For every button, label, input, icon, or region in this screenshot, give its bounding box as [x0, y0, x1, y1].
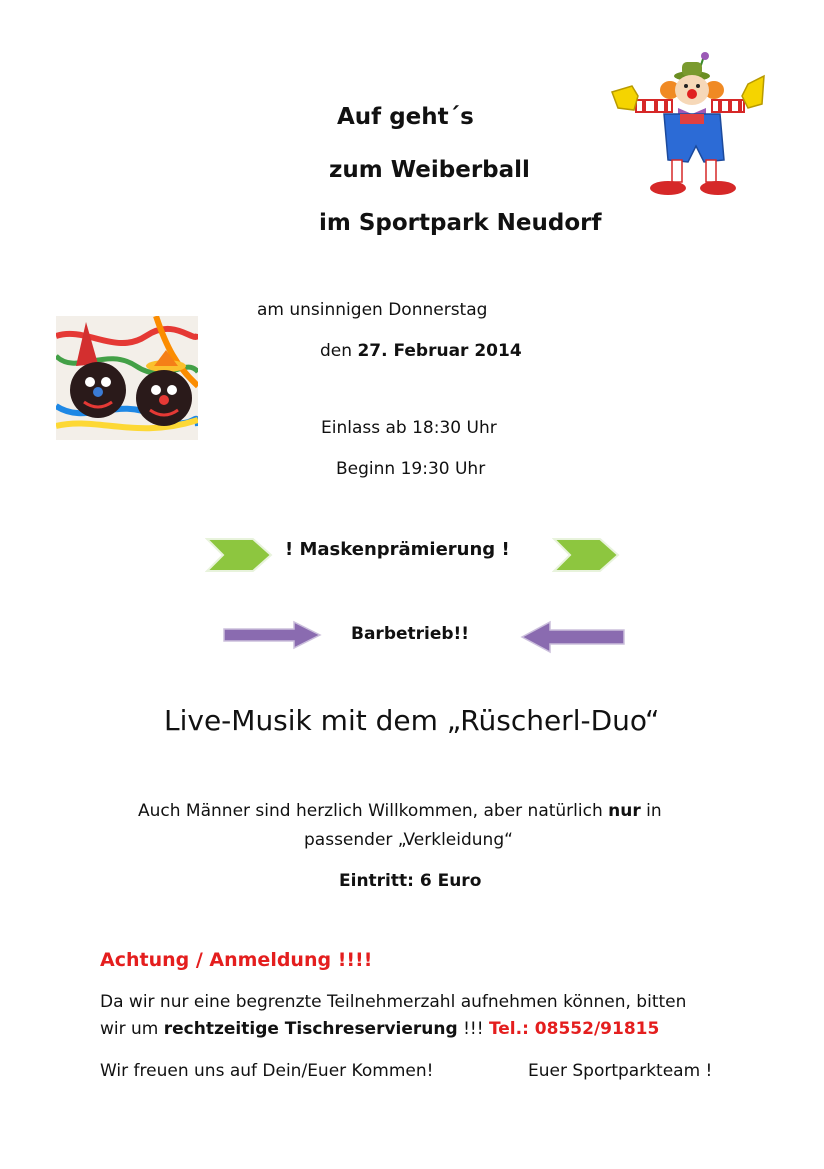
- start-time: Beginn 19:30 Uhr: [336, 459, 486, 479]
- men-welcome-line-1: [138, 801, 662, 821]
- title-line-2: zum Weiberball: [329, 157, 530, 183]
- live-music-heading: Live-Musik mit dem „Rüscherl-Duo“: [164, 704, 660, 737]
- notice-heading-marks: !!!!: [337, 949, 373, 971]
- entry-fee: Eintritt: 6 Euro: [339, 871, 482, 891]
- arrow-left-icon: [520, 620, 626, 654]
- event-date: [320, 341, 522, 361]
- entry-time: Einlass ab 18:30 Uhr: [321, 418, 497, 438]
- mask-award: ! Maskenprämierung !: [285, 539, 510, 560]
- notice-heading-text: Achtung / Anmeldung: [100, 949, 338, 971]
- notice-line-2: [100, 1019, 659, 1039]
- arrow-right-icon: [222, 620, 322, 650]
- notice-text-a: wir um: [100, 1019, 164, 1039]
- men-text-a: Auch Männer sind herzlich Willkommen, aber natürlich: [138, 801, 609, 821]
- notice-heading: [100, 949, 372, 971]
- men-text-b: in: [640, 801, 662, 821]
- phone-number: Tel.: 08552/91815: [488, 1019, 660, 1039]
- date-prefix: den: [320, 341, 358, 361]
- notice-line-1: Da wir nur eine begrenzte Teilnehmerzahl aufnehmen können, bitten: [100, 992, 687, 1012]
- clown-icon: [608, 50, 768, 206]
- notice-text-b: !!!: [457, 1019, 489, 1039]
- date-bold: 27. Februar 2014: [357, 341, 522, 361]
- men-text-bold: nur: [608, 801, 641, 821]
- title-line-1: Auf geht´s: [337, 104, 474, 130]
- bar-service: Barbetrieb!!: [351, 624, 470, 644]
- chevron-right-icon: [205, 537, 273, 573]
- cupcakes-icon: [56, 316, 198, 440]
- title-line-3: im Sportpark Neudorf: [319, 210, 602, 236]
- reservation-bold: rechtzeitige Tischreservierung: [163, 1019, 458, 1039]
- date-intro: am unsinnigen Donnerstag: [257, 300, 488, 320]
- footer-left: Wir freuen uns auf Dein/Euer Kommen!: [100, 1061, 434, 1081]
- chevron-right-icon: [552, 537, 620, 573]
- footer-right: Euer Sportparkteam !: [528, 1061, 713, 1081]
- men-welcome-line-2: passender „Verkleidung“: [304, 830, 513, 850]
